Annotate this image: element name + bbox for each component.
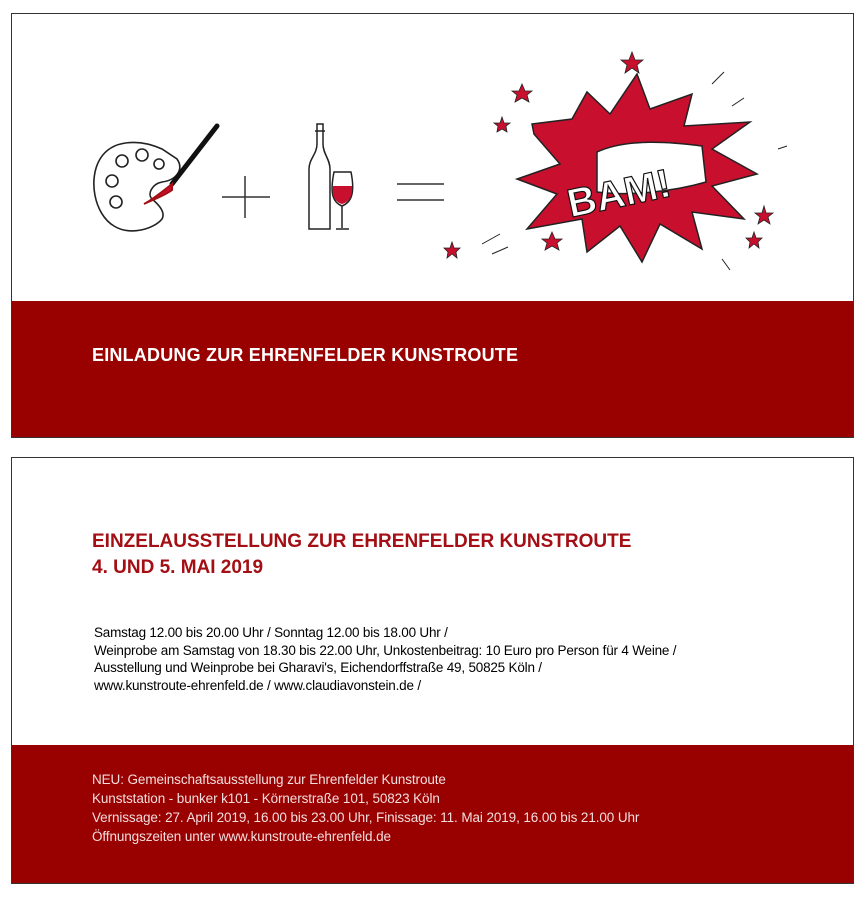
equals-sign xyxy=(397,184,444,200)
event-details xyxy=(94,624,676,694)
group-exhibition-info xyxy=(92,770,639,846)
comic-bam-burst xyxy=(444,52,787,270)
palette-brush-icon xyxy=(94,142,180,230)
exhibition-heading: EINZELAUSSTELLUNG ZUR EHRENFELDER KUNSTROUTE xyxy=(92,531,632,552)
detail-line-opening-hours: Samstag 12.00 bis 20.00 Uhr / Sonntag 12.00 bis 18.00 Uhr / xyxy=(94,625,448,640)
paintbrush-icon xyxy=(144,126,217,204)
equation-illustration xyxy=(12,14,854,303)
invitation-card-front xyxy=(11,13,854,438)
exhibition-dates: 4. UND 5. MAI 2019 xyxy=(92,557,264,578)
detail-line-websites: www.kunstroute-ehrenfeld.de / www.claudiavonstein.de / xyxy=(94,677,421,693)
invitation-title: EINLADUNG ZUR EHRENFELDER KUNSTROUTE xyxy=(92,345,519,365)
band-line-dates: Vernissage: 27. April 2019, 16.00 bis 23.00 Uhr, Finissage: 11. Mai 2019, 16.00 bis 21.00 Uhr xyxy=(92,810,640,825)
detail-line-venue: Ausstellung und Weinprobe bei Gharavi's, Eichendorffstraße 49, 50825 Köln / xyxy=(94,660,542,675)
invitation-band xyxy=(12,301,853,437)
invitation-card-back xyxy=(11,457,854,884)
band-line-location: Kunststation - bunker k101 - Körnerstraße 101, 50823 Köln xyxy=(92,791,440,806)
band-line-hours: Öffnungszeiten unter www.kunstroute-ehrenfeld.de xyxy=(92,829,391,844)
band-line-new: NEU: Gemeinschaftsausstellung zur Ehrenfelder Kunstroute xyxy=(92,772,446,787)
plus-sign xyxy=(222,176,270,218)
detail-line-wine-tasting: Weinprobe am Samstag von 18.30 bis 22.00 Uhr, Unkostenbeitrag: 10 Euro pro Person für 4 Weine / xyxy=(94,642,677,658)
wine-bottle-glass-icon xyxy=(309,124,353,229)
info-band xyxy=(12,745,853,883)
bam-text: BAM! xyxy=(563,161,675,227)
